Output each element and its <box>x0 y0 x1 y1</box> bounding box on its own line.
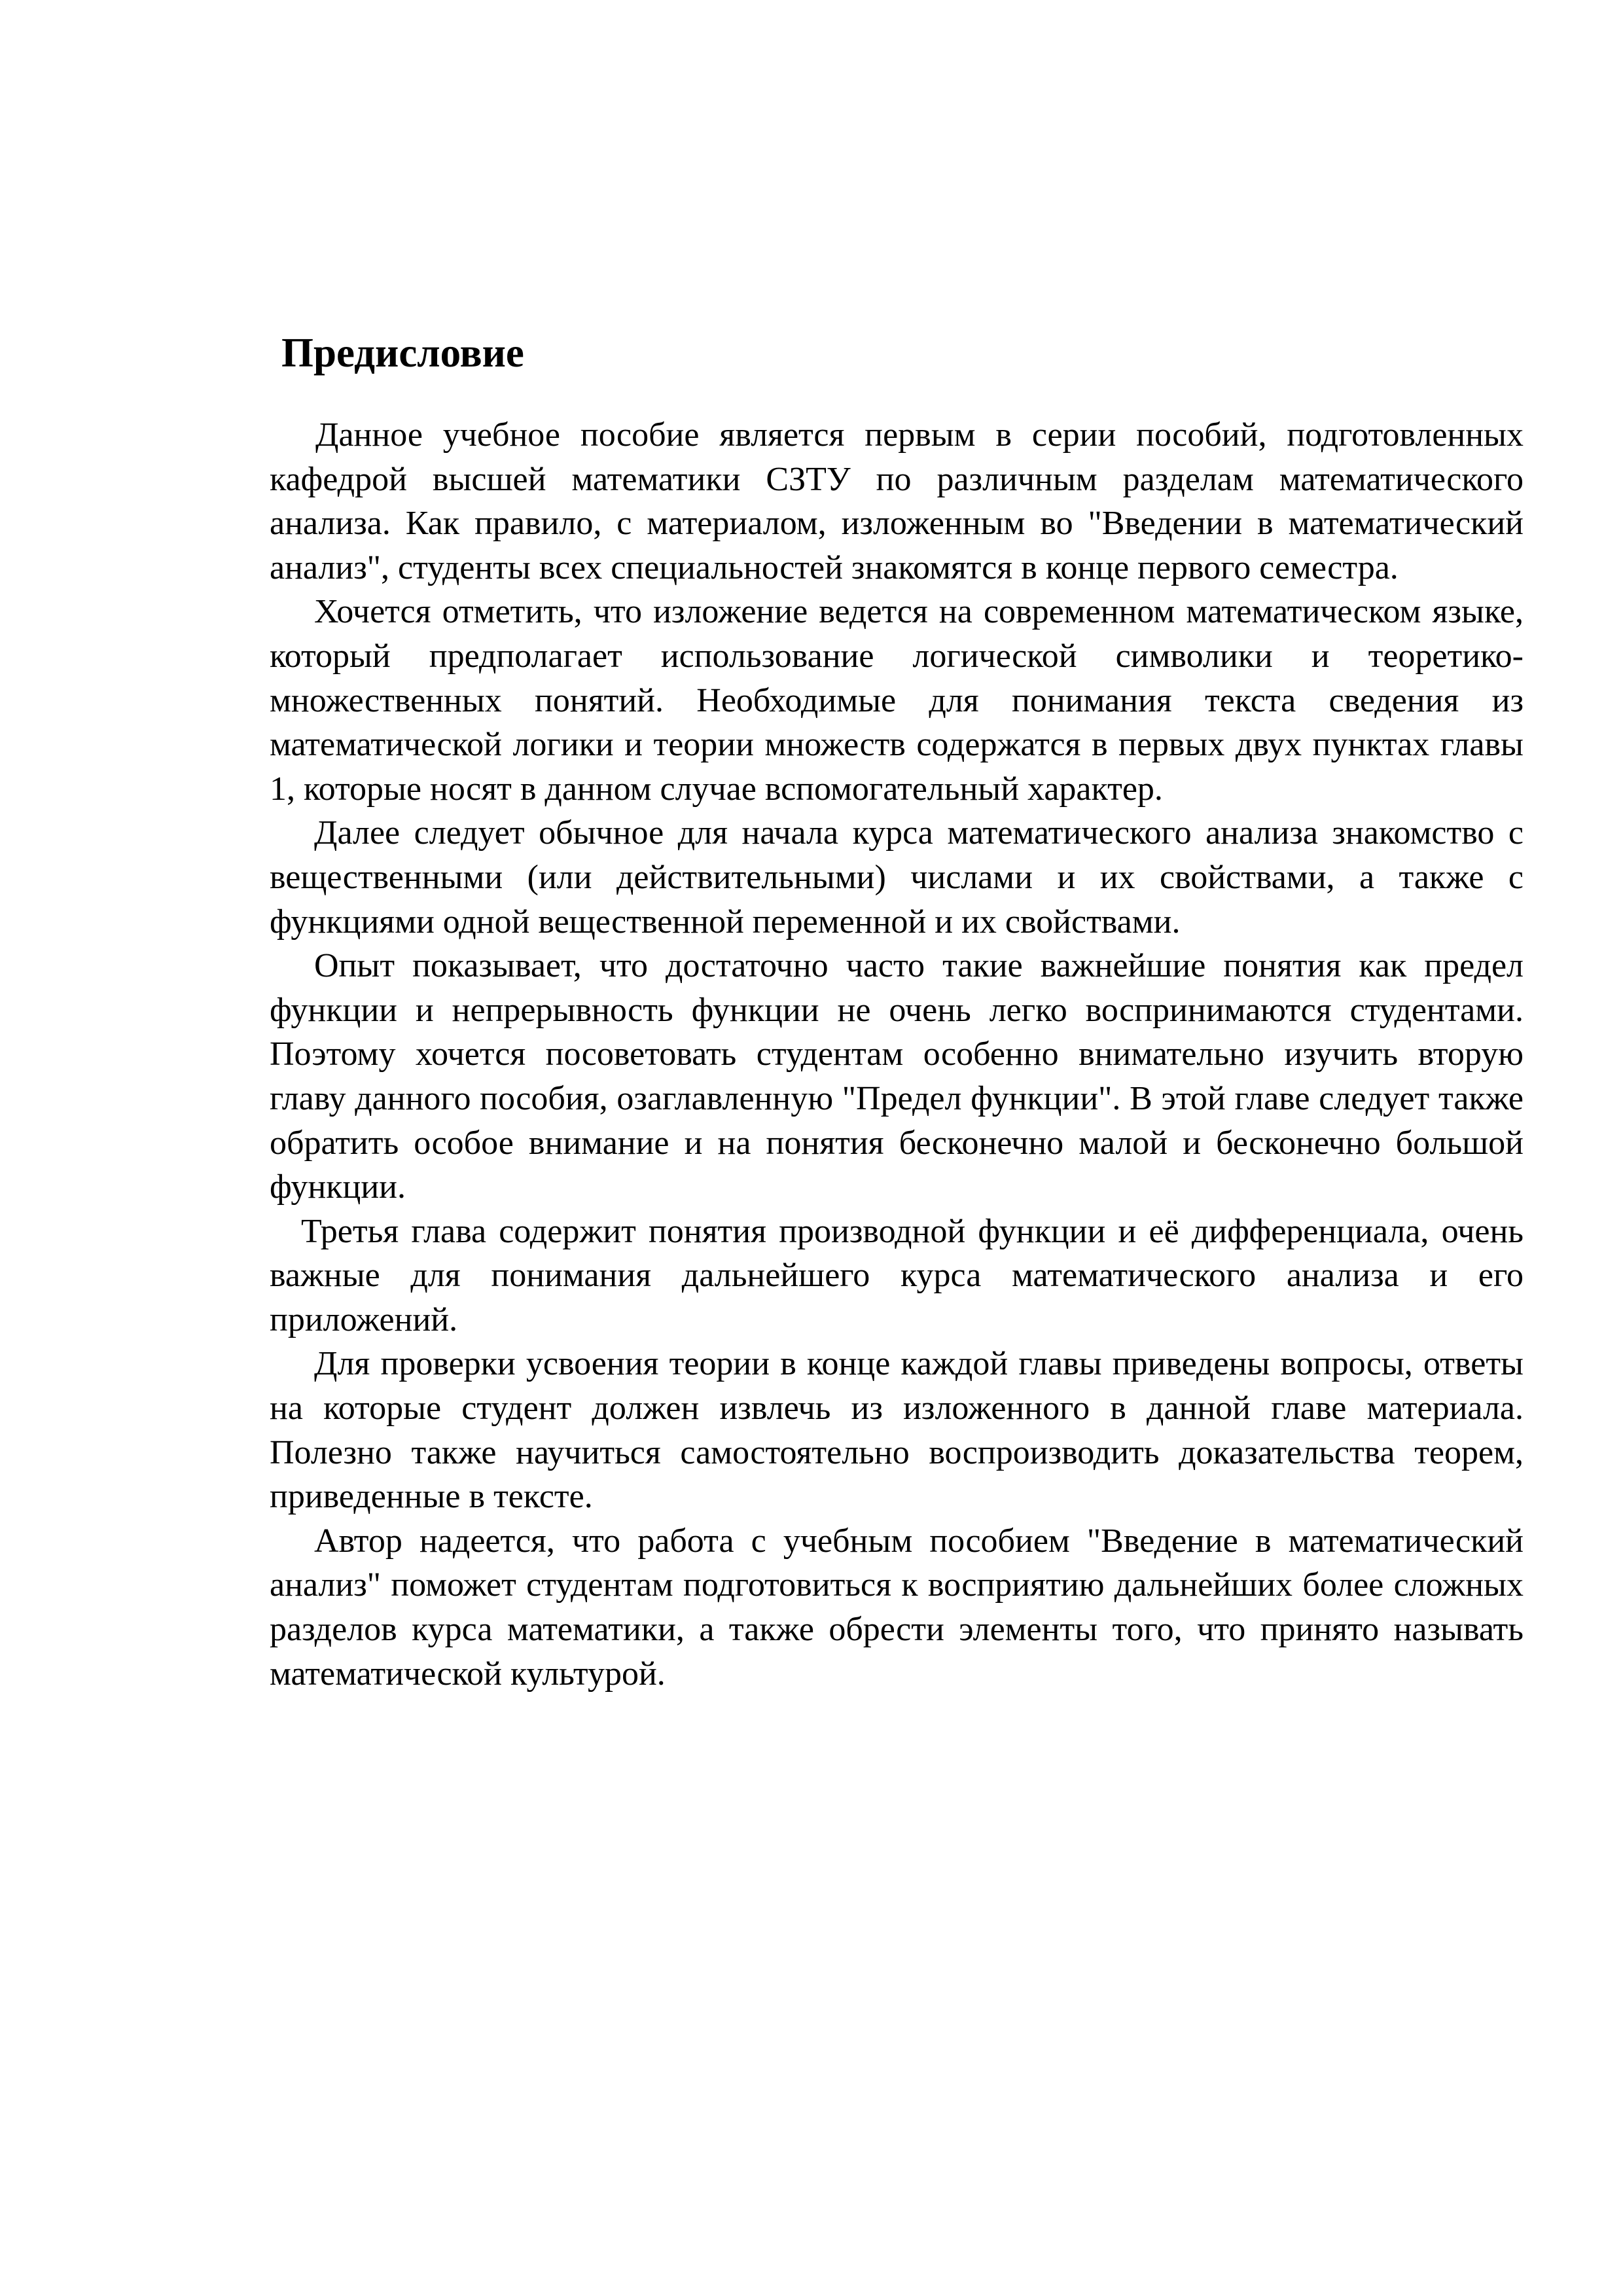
preface-body <box>270 413 1524 1696</box>
paragraph-real-numbers: Далее следует обычное для начала курса математического анализа знакомство с вещественными (или действительными) числами и их свойствами, а также с функциями одной вещественной переменной и их свойствами. <box>270 814 1524 941</box>
paragraph-derivative: Третья глава содержит понятия производной функции и её дифференциала, очень важные для понимания дальнейшего курса математического анализа и его приложений. <box>270 1212 1524 1338</box>
page-title: Предисловие <box>281 330 524 376</box>
paragraph-conclusion: Автор надеется, что работа с учебным пособием "Введение в математический анализ" поможет студентам подготовиться к восприятию дальнейших более сложных разделов курса математики, а также обрести элементы того, что принято называть математической культурой. <box>270 1522 1524 1693</box>
paragraph-limit: Опыт показывает, что достаточно часто такие важнейшие понятия как предел функции и непрерывность функции не очень легко воспринимаются студентами. Поэтому хочется посоветовать студентам особенно внимательно изучить вторую главу данного пособия, озаглавленную "Предел функции". В этой главе следует также обратить особое внимание и на понятия бесконечно малой и бесконечно большой функции. <box>270 947 1524 1206</box>
paragraph-questions: Для проверки усвоения теории в конце каждой главы приведены вопросы, ответы на которые студент должен извлечь из изложенного в данной главе материала. Полезно также научиться самостоятельно воспроизводить доказательства теорем, приведенные в тексте. <box>270 1345 1524 1516</box>
paragraph-language: Хочется отметить, что изложение ведется на современном математическом языке, который предполагает использование логической символики и теоретико-множественных понятий. Необходимые для понимания текста сведения из математической логики и теории множеств содержатся в первых двух пунктах главы 1, которые носят в данном случае вспомогательный характер. <box>270 593 1524 808</box>
paragraph-intro: Данное учебное пособие является первым в серии пособий, подготовленных кафедрой высшей математики СЗТУ по различным разделам математического анализа. Как правило, с материалом, изложенным во "Введении в математический анализ", студенты всех специальностей знакомятся в конце первого семестра. <box>270 416 1524 586</box>
